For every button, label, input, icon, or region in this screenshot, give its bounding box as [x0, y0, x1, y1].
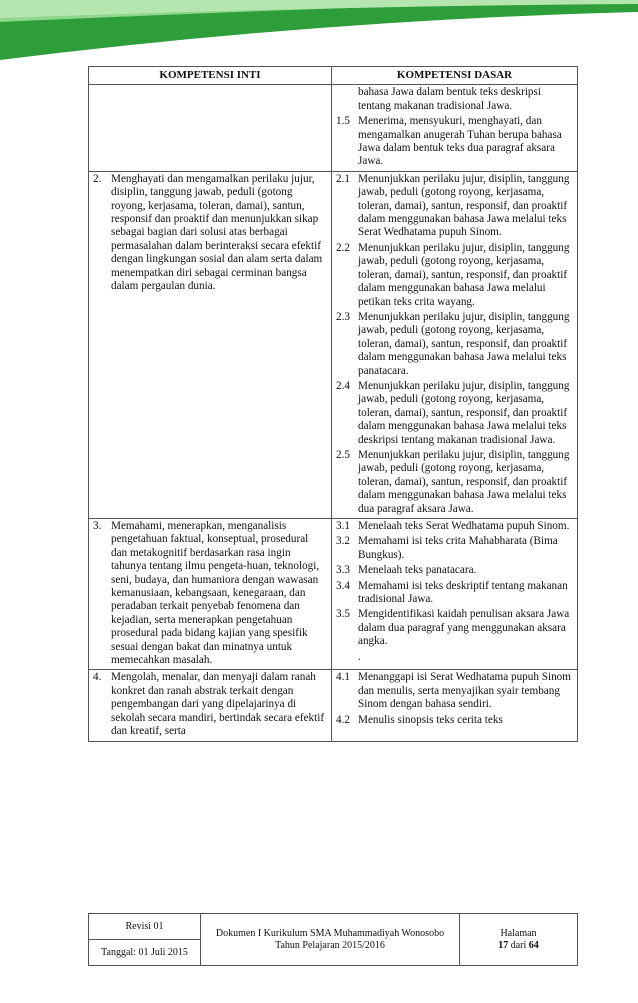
kd-number: 4.2	[336, 713, 350, 726]
footer-doc-year: Tahun Pelajaran 2015/2016	[275, 939, 385, 951]
ki-text: Mengolah, menalar, dan menyaji dalam ranah konkret dan ranah abstrak terkait dengan pengembangan dari yang dipelajarinya di sekolah secara mandiri, bertindak secara efektif dan kreatif, serta	[111, 671, 325, 738]
kd-text: Memahami isi teks deskriptif tentang makanan tradisional Jawa.	[358, 579, 568, 606]
footer-doc-title: Dokumen I Kurikulum SMA Muhammadiyah Wonosobo	[215, 927, 445, 939]
kompetensi-dasar-cell	[332, 519, 578, 670]
kd-item	[336, 380, 573, 447]
footer-revision: Revisi 01	[89, 914, 201, 940]
kd-item	[336, 651, 573, 664]
footer-date: Tanggal: 01 Juli 2015	[89, 940, 201, 966]
footer-page	[460, 914, 578, 966]
kd-number	[336, 86, 358, 113]
kompetensi-inti-cell	[89, 519, 332, 670]
table-row	[89, 85, 578, 171]
ki-text: Memahami, menerapkan, menganalisis pengetahuan faktual, konseptual, prosedural dan metakognitif berdasarkan rasa ingin tahunya tentang ilmu pengeta-huan, teknologi, seni, budaya, dan humaniora dengan wawasan kemanusiaan, kebangsaan, kenegaraan, dan peradaban terkait penyebab fenomena dan kejadian, serta menerapkan pengetahuan prosedural pada bidang kajian yang spesifik sesuai dengan bakat dan minatnya untuk memecahkan masalah.	[111, 520, 320, 667]
kd-number: 3.1	[336, 520, 350, 532]
kd-item	[336, 86, 573, 113]
kompetensi-inti-cell	[89, 670, 332, 741]
kd-text: bahasa Jawa dalam bentuk teks deskripsi tentang makanan tradisional Jawa.	[358, 86, 541, 112]
kd-number: 2.5	[336, 448, 350, 461]
kompetensi-inti-cell	[89, 171, 332, 518]
kd-text: Memahami isi teks crita Mahabharata (Bima Bungkus).	[358, 535, 558, 561]
table-row	[89, 670, 578, 741]
kd-item	[336, 714, 573, 727]
kd-number: 3.5	[336, 608, 350, 621]
kd-text: Menerima, mensyukuri, menghayati, dan mengamalkan anugerah Tuhan berupa bahasa Jawa dalam bentuk teks dua paragraf aksara Jawa.	[358, 115, 562, 168]
kd-text: Menunjukkan perilaku jujur, disiplin, tanggung jawab, peduli (gotong royong, kerjasama, toleran, damai), santun, responsif, dan proaktif dalam menggunakan bahasa Jawa melalui teks deskripsi tentang makanan tradisional Jawa.	[358, 379, 570, 446]
ki-number: 3.	[93, 520, 102, 532]
table-body	[89, 85, 578, 741]
kompetensi-dasar-cell	[332, 85, 578, 171]
page-total: 64	[528, 939, 539, 951]
kd-number: 3.3	[336, 564, 350, 577]
kd-number: 1.5	[336, 115, 350, 128]
kd-number: 2.3	[336, 310, 350, 323]
kd-number: 4.1	[336, 671, 350, 684]
kd-text: Menulis sinopsis teks cerita teks	[358, 713, 503, 726]
kd-item	[336, 173, 573, 240]
kd-item	[336, 449, 573, 516]
footer-page-label: Halaman	[500, 927, 537, 939]
competency-table	[88, 66, 578, 742]
table-header-row	[89, 67, 578, 85]
kd-number: 3.4	[336, 579, 350, 592]
kompetensi-dasar-cell	[332, 670, 578, 741]
footer-page-number	[461, 940, 576, 952]
kd-text: Menanggapi isi Serat Wedhatama pupuh Sinom dan menulis, serta menyajikan syair tembang Sinom dengan bahasa sendiri.	[358, 671, 571, 711]
table-row	[89, 171, 578, 518]
kd-text: Menunjukkan perilaku jujur, disiplin, tanggung jawab, peduli (gotong royong, kerjasama, toleran, damai), santun, responsif, dan proaktif dalam menggunakan bahasa Jawa melalui petikan teks crita wayang.	[358, 241, 570, 308]
ki-item	[93, 520, 327, 667]
kd-number: 2.4	[336, 379, 350, 392]
footer-document-info	[201, 914, 460, 966]
ki-number: 4.	[93, 671, 102, 684]
header-kompetensi-dasar: KOMPETENSI DASAR	[332, 67, 578, 85]
kd-item	[336, 520, 573, 533]
kompetensi-inti-cell	[89, 85, 332, 171]
kd-number	[336, 651, 358, 664]
kd-item	[336, 115, 573, 169]
kd-text: Menunjukkan perilaku jujur, disiplin, tanggung jawab, peduli (gotong royong, kerjasama, toleran, damai), santun, responsif, dan proaktif dalam menggunakan bahasa Jawa melalui teks panatacara.	[358, 310, 570, 377]
kd-item	[336, 242, 573, 309]
table-row	[89, 519, 578, 670]
header-banner	[0, 0, 638, 60]
document-footer	[88, 913, 578, 966]
page-current: 17	[498, 939, 509, 951]
ki-text: Menghayati dan mengamalkan perilaku jujur, disiplin, tanggung jawab, peduli (gotong royong, kerjasama, toleran, damai), santun, responsif dan proaktif dan menunjukkan sikap sebagai bagian dari solusi atas berbagai permasalahan dalam berinteraksi secara efektif dengan lingkungan sosial dan alam serta dalam menempatkan diri sebagai cerminan bangsa dalam pergaulan dunia.	[111, 172, 323, 293]
ki-item	[93, 173, 327, 294]
kd-number: 2.2	[336, 241, 350, 254]
ki-item	[93, 671, 327, 738]
kd-item	[336, 608, 573, 648]
header-kompetensi-inti: KOMPETENSI INTI	[89, 67, 332, 85]
kompetensi-dasar-cell	[332, 171, 578, 518]
kd-item	[336, 580, 573, 607]
kd-item	[336, 311, 573, 378]
page-of: dari	[510, 939, 527, 951]
kd-item	[336, 564, 573, 577]
kd-number: 2.1	[336, 172, 350, 185]
kd-item	[336, 671, 573, 711]
kd-text: Menunjukkan perilaku jujur, disiplin, tanggung jawab, peduli (gotong royong, kerjasama, toleran, damai), santun, responsif, dan proaktif dalam menggunakan bahasa Jawa melalui teks Serat Wedhatama pupuh Sinom.	[358, 172, 570, 239]
kd-text: Menelaah teks panatacara.	[358, 564, 477, 577]
kd-text: Menunjukkan perilaku jujur, disiplin, tanggung jawab, peduli (gotong royong, kerjasama, toleran, damai), santun, responsif, dan proaktif dalam menggunakan bahasa Jawa melalui teks dua paragraf aksara Jawa.	[358, 448, 570, 515]
kd-text: Mengidentifikasi kaidah penulisan aksara Jawa dalam dua paragraf yang menggunakan aksara angka.	[358, 608, 570, 648]
kd-text: .	[358, 650, 361, 663]
kd-item	[336, 535, 573, 562]
kd-number: 3.2	[336, 535, 350, 548]
kd-text: Menelaah teks Serat Wedhatama pupuh Sinom.	[358, 520, 570, 532]
ki-number: 2.	[93, 172, 102, 185]
